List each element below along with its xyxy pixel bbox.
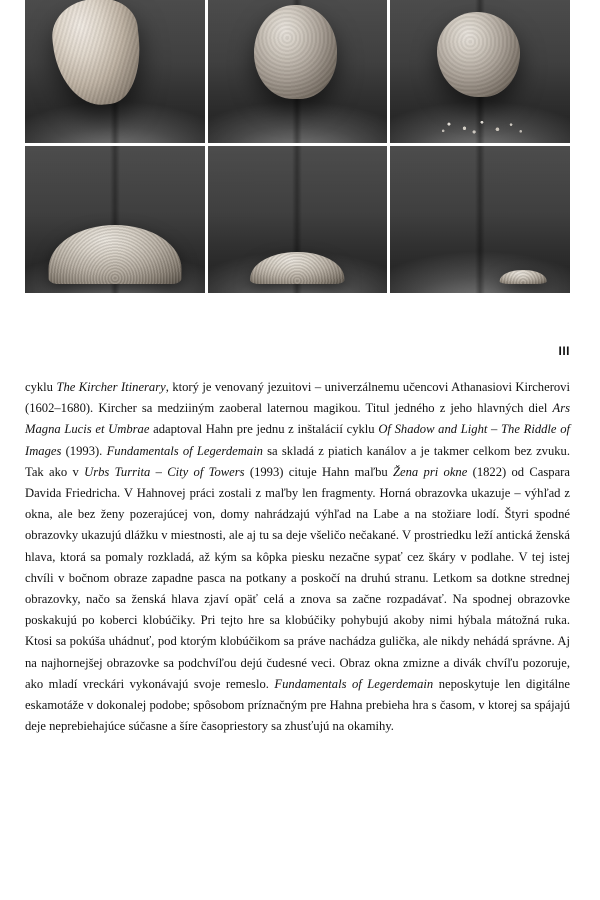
film-frame-2 — [208, 0, 388, 143]
sand-crumbs — [432, 108, 529, 134]
frame-seam — [475, 146, 485, 293]
film-frame-1 — [25, 0, 205, 143]
film-frame-6 — [390, 146, 570, 293]
film-frame-4 — [25, 146, 205, 293]
body-paragraph: cyklu The Kircher Itinerary, ktorý je venovaný jezuitovi – univerzálnemu učencovi Athanasiovi Kircherovi (1602–1680). Kircher sa medziiným zaoberal laternou magikou. Titul jedného z jeho hlavných diel Ars Magna Lucis et Umbrae adaptoval Hahn pre jednu z inštalácií cyklu Of Shadow and Light – The Riddle of Images (1993). Fundamentals of Legerdemain sa skladá z piatich kanálov a je takmer celkom bez zvuku. Tak ako v Urbs Turrita – City of Towers (1993) cituje Hahn maľbu Žena pri okne (1822) od Caspara Davida Friedricha. V Hahnovej práci zostali z maľby len fragmenty. Horná obrazovka ukazuje – výhľad z okna, ale bez ženy pozerajúcej von, domy nahrádzajú výhľad na Labe a na stožiare lodí. Štyri spodné obrazovky ukazujú dlážku v miestnosti, ale aj tu sa deje všeličo nečakané. V prostriedku leží antická ženská hlava, ktorá sa pomaly rozkladá, až kým sa kôpka piesku nezačne sypať cez škáry v podlahe. V tej istej chvíli v bočnom obraze zapadne pasca na potkany a poskočí na druhú stranu. Letkom sa dotkne strednej obrazovky, načo sa ženská hlava zjaví opäť celá a znova sa začne rozpadávať. Na spodnej obrazovke poskakujú po koberci klobúčiky. Pri tejto hre sa klobúčiky pohybujú akoby nimi hýbala mátožná ruka. Ktosi sa pokúša uhádnuť, pod ktorým klobúčikom sa práve nachádza gulička, ale nikdy nehádá správne. Aj na najhornejšej obrazovke sa podchvíľou dejú čudesné veci. Obraz okna zmizne a divák chvíľu pozoruje, ako mladí vreckári vykonávajú svoje remeslo. Fundamentals of Legerdemain neposkytuje len digitálne eskamotáže v dokonalej podobe; spôsobom príznačným pre Hahna prebieha hra s časom, v ktorej sa spájajú deje neprebiehajúce súčasne a šíre časopriestory sa zhusťujú na okamihy. — [25, 380, 571, 734]
figure-caption-mark: III — [558, 344, 570, 358]
film-frame-5 — [208, 146, 388, 293]
film-frame-3 — [390, 0, 570, 143]
body-text-block — [25, 377, 570, 737]
figure-film-strip — [25, 0, 570, 293]
sculpture-boulder — [254, 5, 337, 99]
film-grid — [25, 0, 570, 293]
sculpture-boulder-eroded — [437, 12, 520, 97]
